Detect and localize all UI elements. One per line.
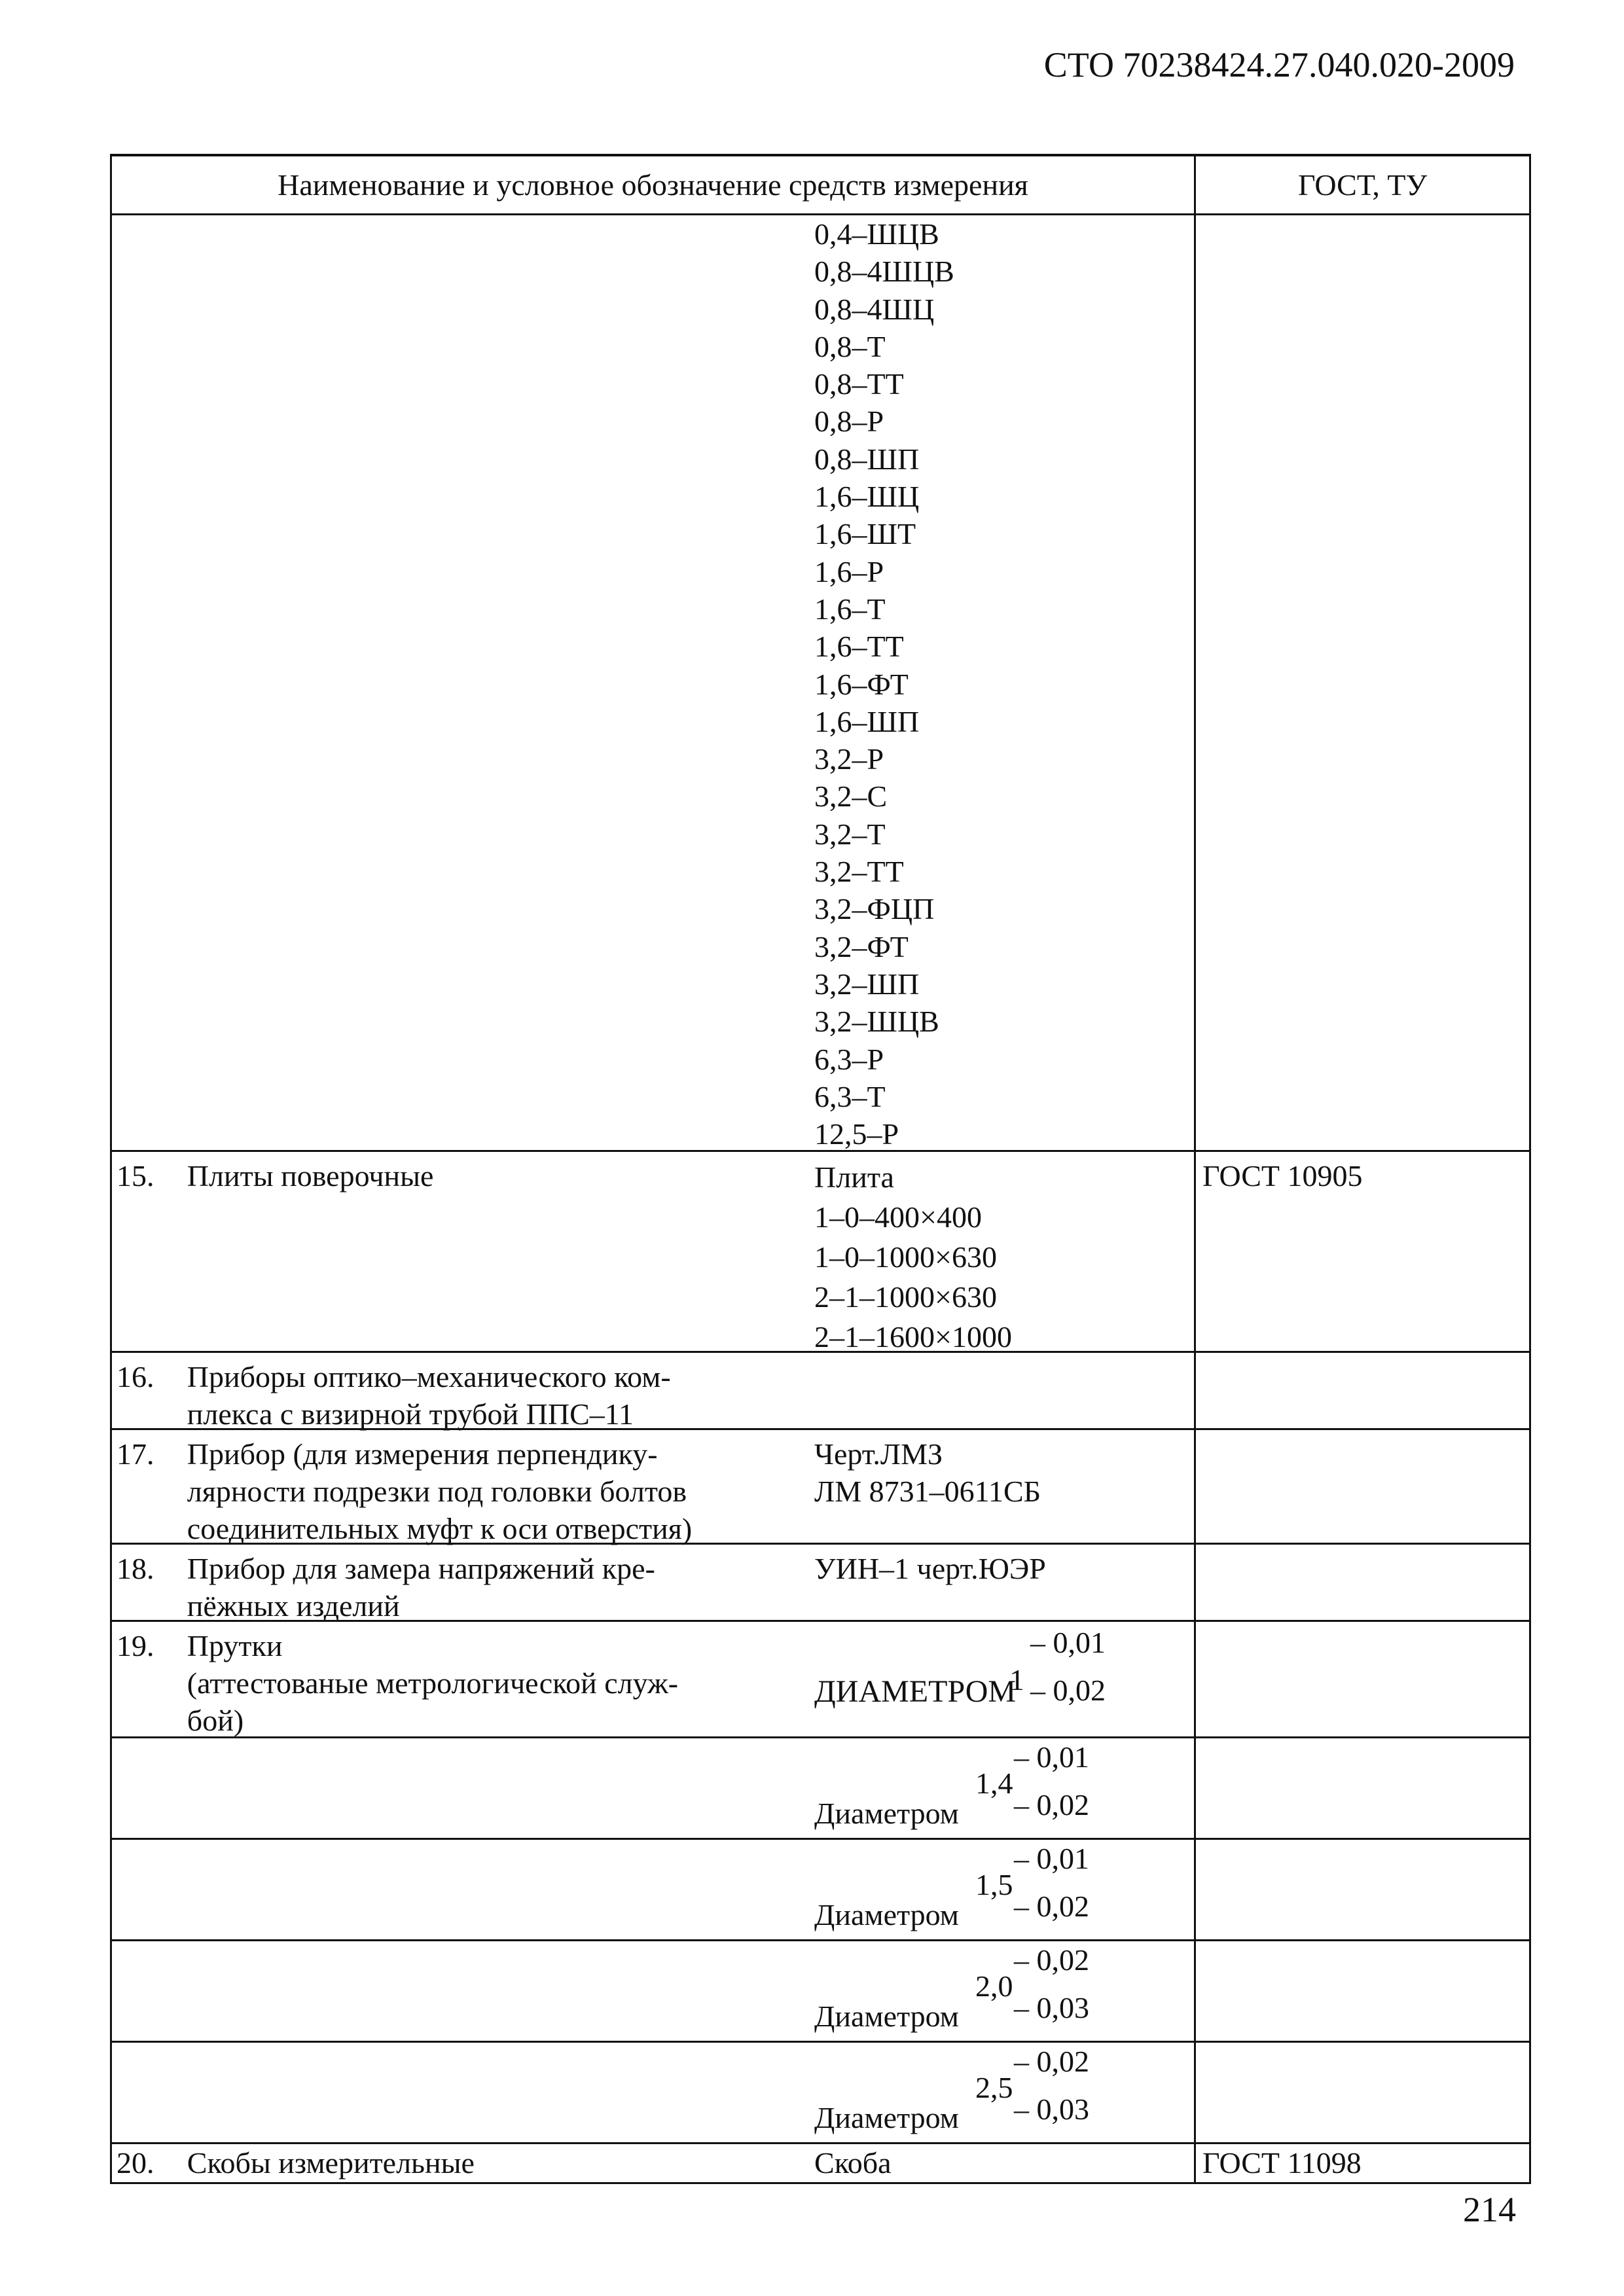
instrument-name: Прутки (аттестованые метрологической служ- бой) <box>187 1629 679 1737</box>
designation: Скоба <box>814 2146 892 2179</box>
gost-ref: ГОСТ 10905 <box>1202 1159 1363 1193</box>
designation-item: 0,8–4ШЦ <box>814 292 935 326</box>
designation-item: 0,8–ШП <box>814 442 920 476</box>
diameter-tolerance: Диаметром 2,0 – 0,02 – 0,03 <box>814 1943 1090 2033</box>
instrument-name: Плиты поверочные <box>187 1159 434 1193</box>
row-number: 15. <box>117 1159 154 1193</box>
row-number: 20. <box>117 2146 154 2179</box>
designation-item: 0,4–ШЦВ <box>814 217 939 251</box>
table-row <box>112 1152 1531 1353</box>
header-gost: ГОСТ, ТУ <box>1196 156 1531 213</box>
designation-item: 3,2–С <box>814 780 888 814</box>
diameter-tolerance: Диаметром 2,5 – 0,02 – 0,03 <box>814 2045 1090 2134</box>
designation-item: 1,6–ШТ <box>814 517 916 551</box>
row-number: 19. <box>117 1629 154 1662</box>
instrument-name: Прибор для замера напряжений кре- пёжных изделий <box>187 1552 655 1623</box>
instrument-name: Скобы измерительные <box>187 2146 475 2179</box>
designation-item: 3,2–ФТ <box>814 929 909 963</box>
designation-item: 6,3–Т <box>814 1079 886 1113</box>
table-row <box>112 2144 1531 2184</box>
designation-item: 1,6–Т <box>814 592 886 626</box>
designation-item: 3,2–ТТ <box>814 855 904 889</box>
designation-item: 3,2–Р <box>814 742 884 776</box>
instrument-name: Прибор (для измерения перпендику- лярности подрезки под головки болтов соединительных муфт к оси отверстия) <box>187 1437 693 1545</box>
table-row <box>112 215 1531 1152</box>
designation-item: 1,6–ФТ <box>814 667 909 701</box>
document-code: СТО 70238424.27.040.020-2009 <box>1043 45 1515 84</box>
table-row <box>112 1430 1531 1545</box>
table-row <box>112 1840 1531 1941</box>
instrument-name: Приборы оптико–механического ком- плекса с визирной трубой ППС–11 <box>187 1360 671 1431</box>
designation-item: 6,3–Р <box>814 1042 884 1076</box>
diameter-tolerance: ДИАМЕТРОМ 1 – 0,01 – 0,02 <box>814 1626 1106 1709</box>
table-header <box>112 156 1531 215</box>
diameter-tolerance: Диаметром 1,4 – 0,01 – 0,02 <box>814 1740 1090 1830</box>
designation: УИН–1 черт.ЮЭР <box>814 1552 1046 1585</box>
table-row <box>112 2043 1531 2144</box>
measuring-instruments-table <box>110 154 1531 2184</box>
designation-item: 0,8–Р <box>814 404 884 439</box>
designation-item: 1,6–ШЦ <box>814 480 920 514</box>
designation-item: 0,8–4ШЦВ <box>814 255 954 289</box>
table-row <box>112 1353 1531 1430</box>
diameter-tolerance: Диаметром 1,5 – 0,01 – 0,02 <box>814 1842 1090 1931</box>
table-row <box>112 1941 1531 2043</box>
designation-item: 1,6–Р <box>814 554 884 588</box>
designation-item: 3,2–ФЦП <box>814 892 935 926</box>
table-row <box>112 1738 1531 1840</box>
designation-item: 1,6–ТТ <box>814 630 904 664</box>
designation-list: Черт.ЛМЗ ЛМ 8731–0611СБ <box>814 1437 1041 1508</box>
designation-item: 3,2–ШП <box>814 967 920 1001</box>
table-row <box>112 1545 1531 1622</box>
gost-ref: ГОСТ 11098 <box>1202 2146 1362 2179</box>
row-number: 16. <box>117 1360 154 1393</box>
page-number: 214 <box>1463 2190 1516 2229</box>
designation-item: 3,2–ШЦВ <box>814 1005 939 1039</box>
designation-item: 3,2–Т <box>814 817 886 851</box>
designation-item: 12,5–Р <box>814 1117 899 1151</box>
header-main: Наименование и условное обозначение средств измерения <box>112 156 1196 213</box>
designation-item: 0,8–Т <box>814 329 886 363</box>
designation-list <box>814 215 1194 1153</box>
table-row <box>112 1622 1531 1738</box>
row-number: 17. <box>117 1437 154 1471</box>
designation-item: 1,6–ШП <box>814 704 920 738</box>
row-number: 18. <box>117 1552 154 1585</box>
designation-list: Плита 1–0–400×400 1–0–1000×630 2–1–1000×630 2–1–1600×1000 <box>814 1160 1012 1354</box>
designation-item: 0,8–ТТ <box>814 367 904 401</box>
